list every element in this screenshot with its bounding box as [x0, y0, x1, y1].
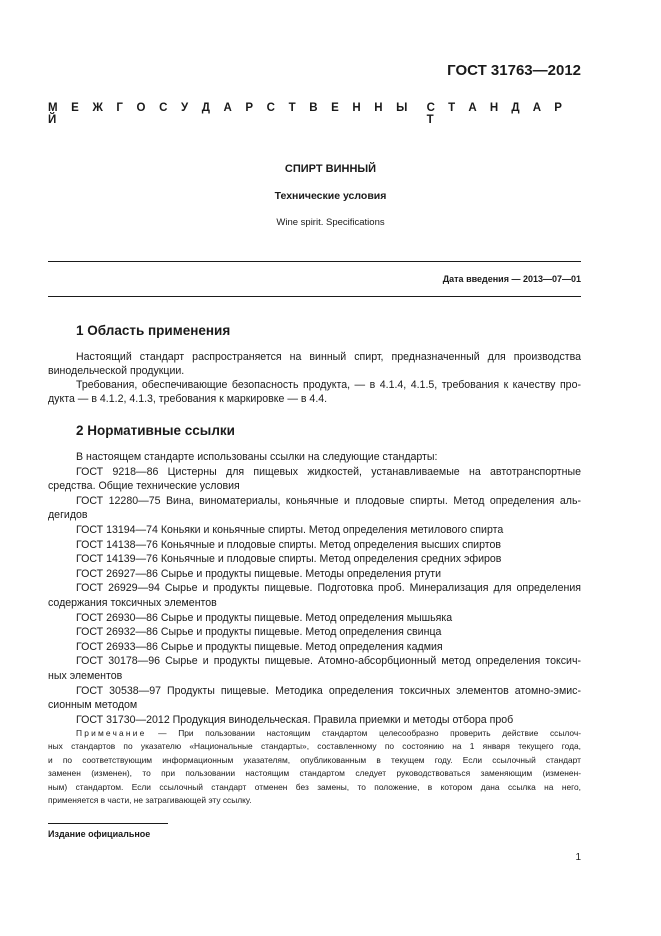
- text-line: В настоящем стандарте использованы ссылки на следующие стандарты:: [76, 451, 438, 463]
- reference-line: ГОСТ 31730—2012 Продукция винодельческая. Правила приемки и методы отбора проб: [76, 713, 514, 726]
- reference-line: ных элементов: [48, 669, 123, 682]
- reference-line: ГОСТ 14138—76 Коньячные и плодовые спирты. Метод определения высших спиртов: [76, 538, 502, 551]
- reference-line: сионным методом: [48, 699, 138, 712]
- reference-line: дегидов: [48, 509, 88, 522]
- note-line: заменен (изменен), то при пользовании настоящим стандартом следует руководствоваться заменяющим (изменен-: [48, 768, 581, 779]
- reference-line: ГОСТ 30538—97 Продукты пищевые. Методика определения токсичных элементов атомно-эмис-: [76, 684, 581, 697]
- note-line: ным) стандартом. Если ссылочный стандарт отменен без замены, то положение, в котором дана ссылка на него,: [48, 781, 581, 792]
- section-2-heading: 2 Нормативные ссылки: [76, 423, 235, 438]
- reference-line: ГОСТ 26927—86 Сырье и продукты пищевые. Методы определения ртути: [76, 567, 442, 580]
- page-number: 1: [575, 852, 581, 863]
- text-line: винодельческой продукции.: [48, 365, 185, 377]
- text-line: Настоящий стандарт распространяется на винный спирт, предназначенный для производства: [76, 351, 581, 363]
- section-2-body: [48, 450, 581, 727]
- reference-line: ГОСТ 26930—86 Сырье и продукты пищевые. Метод определения мышьяка: [76, 611, 453, 624]
- note-text: — При пользовании настоящим стандартом целесообразно проверить действие ссылоч-: [146, 728, 581, 738]
- reference-line: ГОСТ 9218—86 Цистерны для пищевых жидкостей, устанавливаемые на автотранспортные: [76, 465, 581, 478]
- note-line: [48, 727, 581, 740]
- section-1-body: [48, 350, 581, 406]
- standard-banner: [48, 102, 581, 126]
- banner-left: М Е Ж Г О С У Д А Р С Т В Е Н Н Ы Й: [48, 102, 408, 126]
- title-divider: [48, 261, 581, 262]
- footer-divider: [48, 823, 168, 824]
- reference-line: ГОСТ 26932—86 Сырье и продукты пищевые. Метод определения свинца: [76, 626, 442, 639]
- reference-line: ГОСТ 12280—75 Вина, виноматериалы, коньячные и плодовые спирты. Метод определения аль-: [76, 494, 581, 507]
- note-block: [48, 727, 581, 807]
- reference-line: ГОСТ 13194—74 Коньяки и коньячные спирты. Метод определения метилового спирта: [76, 523, 504, 536]
- section-1-heading: 1 Область применения: [76, 323, 231, 338]
- reference-line: ГОСТ 30178—96 Сырье и продукты пищевые. Атомно-абсорбционный метод определения токсич-: [76, 655, 581, 668]
- note-line: и по соответствующим информационным указателям, опубликованным в текущем году. Если ссылочный стандарт: [48, 754, 581, 765]
- reference-line: содержания токсичных элементов: [48, 596, 217, 609]
- document-title: СПИРТ ВИННЫЙ: [284, 163, 377, 175]
- reference-line: ГОСТ 14139—76 Коньячные и плодовые спирты. Метод определения средних эфиров: [76, 553, 502, 566]
- banner-right: С Т А Н Д А Р Т: [426, 102, 562, 126]
- document-subtitle: Технические условия: [274, 190, 387, 202]
- text-line: дукта — в 4.1.2, 4.1.3, требования к маркировке — в 4.4.: [48, 393, 328, 405]
- gost-code: ГОСТ 31763—2012: [447, 62, 581, 79]
- english-title: Wine spirit. Specifications: [276, 217, 385, 228]
- reference-line: средства. Общие технические условия: [48, 480, 240, 493]
- reference-line: ГОСТ 26933—86 Сырье и продукты пищевые. Метод определения кадмия: [76, 640, 443, 653]
- edition-label: Издание официальное: [48, 829, 151, 839]
- date-divider: [48, 296, 581, 297]
- note-line: применяется в части, не затрагивающей эту ссылку.: [48, 795, 252, 806]
- note-line: ных стандартов по указателю «Национальные стандарты», составленному по состоянию на 1 января текущего года,: [48, 741, 581, 752]
- reference-line: ГОСТ 26929—94 Сырье и продукты пищевые. Подготовка проб. Минерализация для определения: [76, 582, 581, 595]
- text-line: Требования, обеспечивающие безопасность продукта, — в 4.1.4, 4.1.5, требования к качеству про-: [76, 379, 581, 391]
- introduction-date: Дата введения — 2013—07—01: [442, 274, 581, 284]
- note-label: Примечание: [76, 728, 147, 738]
